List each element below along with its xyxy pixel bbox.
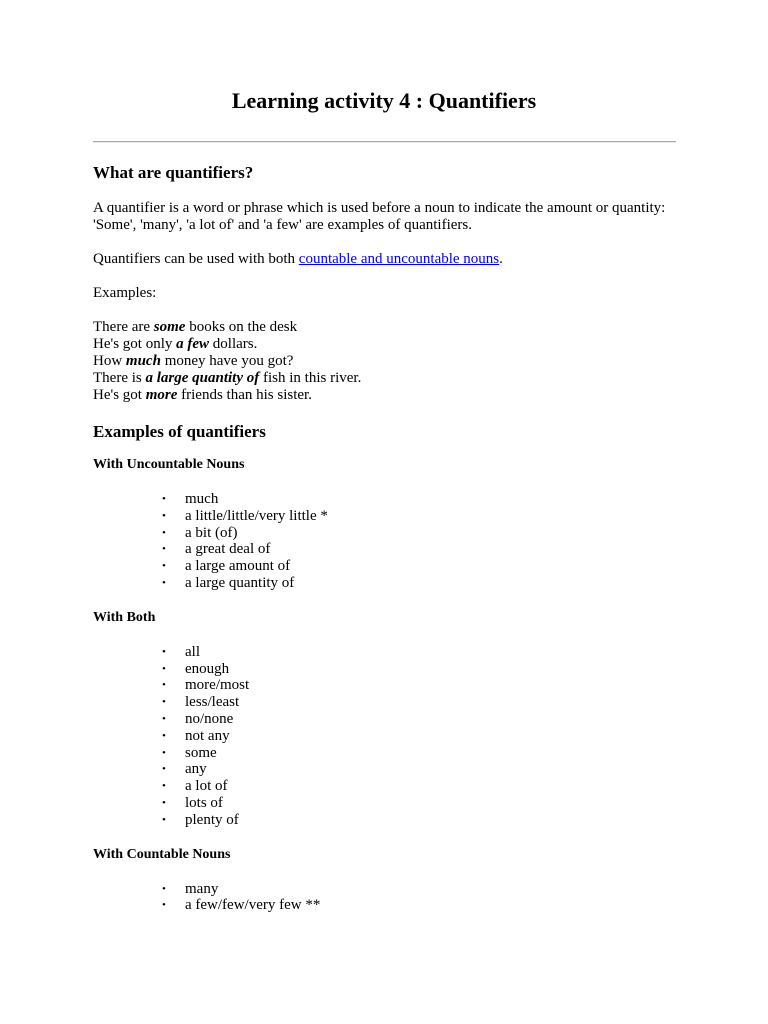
- bullet-icon: •: [162, 780, 166, 793]
- list-item: [162, 677, 683, 694]
- bullet-icon: •: [162, 746, 166, 759]
- list-item-label: more/most: [185, 677, 250, 694]
- document-body: [93, 162, 683, 914]
- horizontal-rule: [93, 141, 676, 143]
- list-item: [162, 507, 683, 525]
- section-heading-examples-of-quantifiers: Examples of quantifiers: [93, 422, 266, 441]
- list-item-label: a great deal of: [185, 541, 271, 558]
- list-item-label: a little/little/very little *: [185, 507, 328, 524]
- example-text: He's got: [93, 387, 146, 403]
- list-item: [162, 643, 683, 661]
- example-sentence: [93, 353, 683, 370]
- example-text: money have you got?: [160, 353, 294, 369]
- bullet-icon: •: [162, 679, 166, 692]
- bullet-icon: •: [162, 560, 166, 573]
- bullet-icon: •: [162, 712, 166, 725]
- countable-uncountable-nouns-link[interactable]: countable and uncountable nouns: [298, 251, 500, 267]
- bullet-icon: •: [162, 645, 166, 658]
- list-item-label: a bit (of): [185, 524, 238, 541]
- bullet-icon: •: [162, 493, 166, 505]
- list-item-label: enough: [185, 660, 230, 677]
- list-item-label: less/least: [185, 694, 240, 711]
- list-item-label: much: [185, 491, 219, 507]
- example-text: books on the desk: [185, 319, 298, 335]
- bullet-icon: •: [162, 662, 166, 675]
- list-item-label: no/none: [185, 710, 234, 727]
- quantifier-groups: [93, 456, 683, 914]
- example-text: dollars.: [209, 336, 258, 352]
- bullet-icon: •: [162, 509, 166, 522]
- examples-sentence: 'Some', 'many', 'a lot of' and 'a few' are examples of quantifiers.: [93, 217, 472, 233]
- example-quantifier: a few: [176, 336, 210, 352]
- list-item-label: a lot of: [185, 778, 228, 795]
- list-item: [162, 761, 683, 778]
- list-item-label: plenty of: [185, 811, 239, 828]
- list-item-label: many: [185, 880, 219, 897]
- list-item: [162, 744, 683, 762]
- usage-paragraph: [93, 251, 683, 268]
- example-quantifier: a large quantity of: [145, 370, 260, 386]
- example-sentence: [93, 336, 683, 353]
- list-item: [162, 778, 683, 795]
- list-item-label: not any: [185, 727, 230, 744]
- list-item: [162, 524, 683, 542]
- bullet-icon: •: [162, 729, 166, 742]
- list-item: [162, 794, 683, 812]
- definition-paragraph: [93, 200, 683, 234]
- example-sentence: [93, 387, 683, 404]
- group-heading-countable: With Countable Nouns: [93, 846, 231, 862]
- example-sentence: [93, 319, 683, 336]
- quantifier-list-uncountable: [93, 491, 683, 592]
- list-item-label: a large amount of: [185, 558, 291, 575]
- example-text: He's got only: [93, 336, 177, 352]
- bullet-icon: •: [162, 899, 166, 912]
- bullet-icon: •: [162, 796, 166, 809]
- list-item: [162, 574, 683, 592]
- bullet-icon: •: [162, 526, 166, 539]
- list-item: [162, 710, 683, 728]
- example-text: friends than his sister.: [177, 387, 312, 403]
- example-quantifier: much: [125, 353, 161, 369]
- bullet-icon: •: [162, 576, 166, 589]
- quantifier-list-both: [93, 644, 683, 829]
- example-text: There is: [93, 370, 146, 386]
- list-item: [162, 694, 683, 711]
- example-text: How: [93, 353, 126, 369]
- list-item-label: a large quantity of: [185, 574, 295, 591]
- list-item: [162, 811, 683, 829]
- list-item: [162, 558, 683, 575]
- bullet-icon: •: [162, 696, 166, 709]
- list-item-label: any: [185, 761, 207, 778]
- example-sentences: [93, 319, 683, 404]
- definition-text: A quantifier is a word or phrase which is used before a noun to indicate the amount or quantity:: [93, 200, 666, 216]
- list-item-label: lots of: [185, 794, 223, 811]
- list-item: [162, 880, 683, 898]
- example-text: fish in this river.: [259, 370, 362, 386]
- group-heading-both: With Both: [93, 609, 156, 625]
- list-item-label: all: [185, 643, 200, 660]
- example-quantifier: some: [153, 319, 186, 335]
- group-heading-uncountable: With Uncountable Nouns: [93, 457, 245, 472]
- bullet-icon: •: [162, 543, 166, 556]
- example-sentence: [93, 370, 683, 387]
- bullet-icon: •: [162, 763, 166, 776]
- page-title: Learning activity 4 : Quantifiers: [231, 88, 537, 113]
- quantifier-list-countable: [93, 881, 683, 915]
- usage-prefix: Quantifiers can be used with both: [93, 251, 299, 267]
- section-heading-what-are-quantifiers: What are quantifiers?: [93, 163, 254, 182]
- example-quantifier: more: [145, 387, 178, 403]
- list-item: [162, 897, 683, 914]
- list-item-label: some: [185, 744, 217, 761]
- list-item: [162, 727, 683, 745]
- examples-label: Examples:: [93, 285, 157, 301]
- example-text: There are: [93, 319, 154, 335]
- list-item: [162, 541, 683, 558]
- usage-suffix: .: [499, 251, 503, 267]
- list-item: [162, 491, 683, 508]
- bullet-icon: •: [162, 882, 166, 895]
- list-item-label: a few/few/very few **: [185, 897, 321, 914]
- list-item: [162, 660, 683, 678]
- bullet-icon: •: [162, 813, 166, 826]
